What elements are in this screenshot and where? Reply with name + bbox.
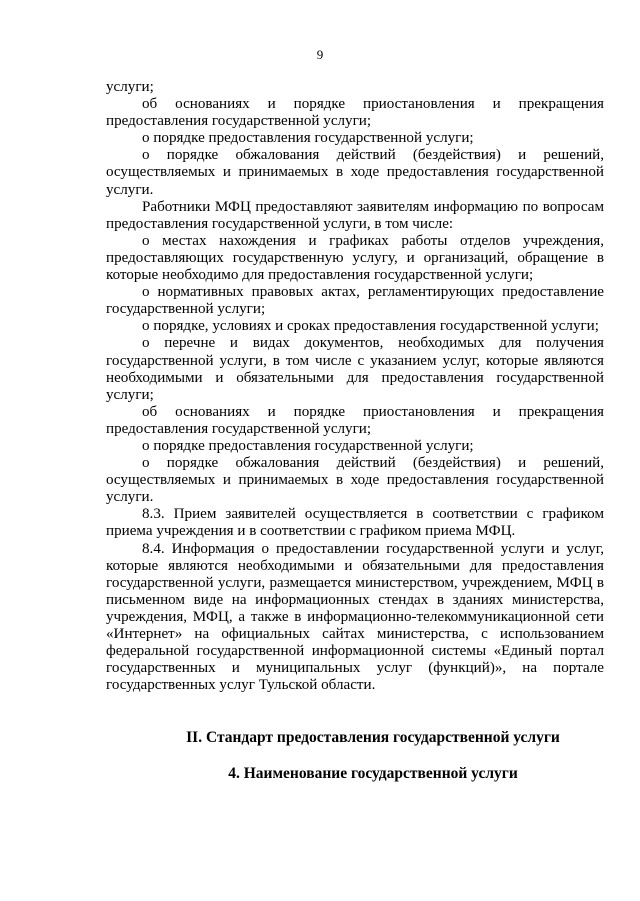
- paragraph: о порядке, условиях и сроках предоставления государственной услуги;: [142, 318, 599, 335]
- paragraph: услуги;: [106, 79, 154, 95]
- paragraph: о местах нахождения и графиках работы отделов учреждения, предоставляющих государственную услугу, и организаций, обращение в которые необходимо для предоставления государственной услуги;: [106, 232, 604, 284]
- paragraph: о порядке предоставления государственной услуги;: [142, 130, 474, 147]
- section-heading: II. Стандарт предоставления государственной услуги: [186, 729, 560, 746]
- paragraph: Работники МФЦ предоставляют заявителям информацию по вопросам предоставления государственной услуги, в том числе:: [106, 198, 604, 232]
- paragraph: о порядке обжалования действий (бездействия) и решений, осуществляемых и принимаемых в ходе предоставления государственной услуги.: [106, 455, 604, 506]
- paragraph: 8.3. Прием заявителей осуществляется в соответствии с графиком приема учреждения и в соответствии с графиком приема МФЦ.: [106, 506, 604, 540]
- subsection-heading: 4. Наименование государственной услуги: [228, 765, 518, 782]
- page-number: 9: [316, 47, 324, 62]
- paragraph: о перечне и видах документов, необходимых для получения государственной услуги, в том числе с указанием услуг, которые являются необходимыми и обязательными для предоставления государственной услуги;: [106, 335, 604, 403]
- paragraph: о порядке предоставления государственной услуги;: [142, 437, 474, 454]
- paragraph: о нормативных правовых актах, регламентирующих предоставление государственной услуги;: [106, 284, 604, 318]
- paragraph: 8.4. Информация о предоставлении государственной услуги и услуг, которые являются необходимыми и обязательными для предоставления государственной услуги, размещается министерством, учреждением, МФЦ в письменном виде на информационных стендах в зданиях министерства, учреждения, МФЦ, а также в информационно-телекоммуникационной сети «Интернет» на официальных сайтах министерства, с использованием федеральной государственной информационной системы «Единый портал государственных и муниципальных услуг (функций)», на портале государственных услуг Тульской области.: [106, 540, 604, 694]
- paragraph: о порядке обжалования действий (бездействия) и решений, осуществляемых и принимаемых в ходе предоставления государственной услуги.: [106, 147, 604, 198]
- paragraph: об основаниях и порядке приостановления и прекращения предоставления государственной услуги;: [106, 403, 604, 437]
- body-text: [106, 79, 604, 694]
- paragraph: об основаниях и порядке приостановления и прекращения предоставления государственной услуги;: [106, 96, 604, 130]
